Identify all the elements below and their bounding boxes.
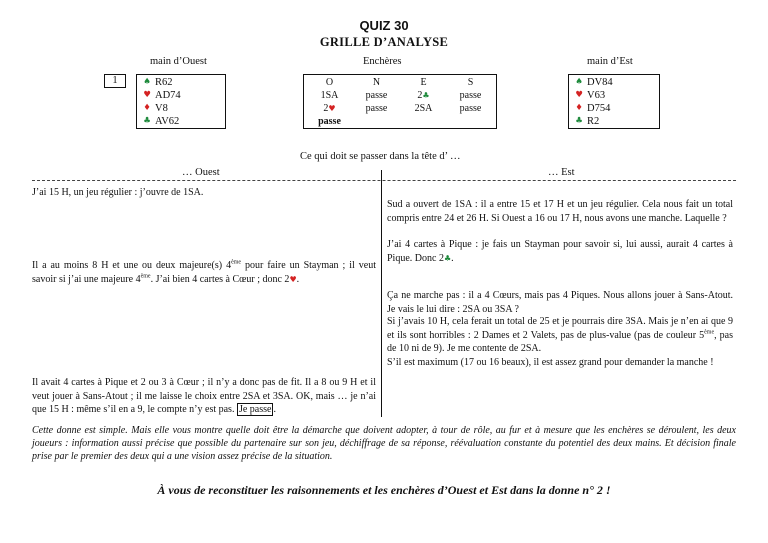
west-spades-row: [139, 76, 225, 89]
west-clubs: AV62: [155, 116, 180, 127]
heart-icon: ♥: [328, 104, 336, 113]
east-diamonds-row: [571, 102, 659, 115]
intro-text: Ce qui doit se passer dans la tête d’ …: [300, 151, 461, 162]
bid-cell: [400, 89, 447, 102]
west-hand-label: main d’Ouest: [150, 56, 207, 67]
east-column-header: … Est: [548, 167, 575, 178]
east-hand-label: main d’Est: [587, 56, 633, 67]
west-diamonds-row: [139, 102, 225, 115]
bid-cell: passe: [365, 103, 388, 114]
bid-cell: passe: [365, 90, 388, 101]
west-hand-box: [136, 74, 226, 129]
east-p2-text: J’ai 4 cartes à Pique : je fais un Stayman pour savoir si, lui aussi, aurait 4 cartes à Pique. Donc 2: [387, 239, 733, 264]
bid-cell: 1SA: [320, 90, 339, 101]
east-clubs: R2: [587, 116, 600, 127]
west-clubs-row: [139, 115, 225, 128]
superscript: ème: [140, 273, 151, 280]
superscript: ème: [704, 329, 715, 336]
east-hand-box: [568, 74, 660, 129]
column-divider: [381, 170, 382, 417]
west-paragraph-3: [32, 376, 376, 417]
header-separator: [32, 180, 736, 181]
analysis-grid-title: GRILLE D’ANALYSE: [319, 35, 449, 49]
heart-icon: ♥: [289, 274, 297, 284]
superscript: ème: [231, 259, 242, 266]
bid-value: 2: [417, 90, 423, 101]
west-diamonds: V8: [155, 103, 168, 114]
west-column-header: … Ouest: [182, 167, 220, 178]
bidding-box: [303, 74, 497, 129]
spade-icon: ♠: [143, 77, 151, 87]
east-hearts: V63: [587, 90, 606, 101]
quiz-title: QUIZ 30: [359, 18, 409, 33]
east-paragraph-1: Sud a ouvert de 1SA : il a entre 15 et 17 H et un jeu régulier. Cela nous fait un total compris entre 24 et 26 H. Si Ouest a 16 ou 17 H, nous avons une manche. Laquelle ?: [387, 199, 733, 224]
heart-icon: ♥: [575, 90, 583, 100]
club-icon: ♣: [422, 91, 430, 100]
west-p2-text: Il a au moins 8 H et une ou deux majeure(s) 4: [32, 260, 232, 271]
diamond-icon: ♦: [575, 103, 583, 113]
west-p2-text: pour faire un Stayman ; il veut savoir si j’ai une majeure 4: [32, 260, 376, 285]
bid-cell: passe: [318, 116, 341, 127]
east-clubs-row: [571, 115, 659, 128]
bidding-table: [306, 76, 494, 128]
bid-cell: [306, 102, 353, 115]
bid-header-east: E: [420, 77, 427, 88]
deal-number: 1: [112, 75, 118, 86]
bid-cell: passe: [459, 103, 482, 114]
club-icon: ♣: [443, 253, 452, 263]
east-spades: DV84: [587, 77, 613, 88]
bidding-label: Enchères: [363, 56, 402, 67]
period: .: [296, 273, 300, 285]
period: .: [451, 252, 454, 264]
east-spades-row: [571, 76, 659, 89]
west-paragraph-2: [32, 259, 376, 286]
bid-header-west: O: [325, 77, 334, 88]
bid-value: 2: [323, 103, 329, 114]
west-hearts: AD74: [155, 90, 181, 101]
east-paragraph-5: S’il est maximum (17 ou 16 beaux), il est assez grand pour demander la manche !: [387, 357, 714, 368]
bid-cell: 2SA: [414, 103, 433, 114]
club-icon: ♣: [143, 116, 151, 126]
deal-number-box: [104, 74, 126, 88]
closing-instruction: À vous de reconstituer les raisonnements et les enchères d’Ouest et Est dans la donne n° 2 !: [157, 483, 611, 497]
bid-header-north: N: [372, 77, 381, 88]
west-p2-text: . J’ai bien 4 cartes à Cœur ; donc 2: [150, 273, 290, 285]
east-p4-text: Si j’avais 10 H, cela ferait un total de 25 et je pourrais dire 3SA. Mais je n’en ai que 9 et ils sont horribles : 2 Dames et 2 Valets, pas de plus-value (pas de couleur 5: [387, 316, 733, 341]
east-paragraph-3: Ça ne marche pas : il a 4 Cœurs, mais pas 4 Piques. Nous allons jouer à Sans-Atout. Je vais le lui dire : 2SA ou 3SA ?: [387, 290, 733, 315]
west-paragraph-1: J’ai 15 H, un jeu régulier : j’ouvre de 1SA.: [32, 187, 204, 198]
east-paragraph-4: [387, 315, 733, 356]
bid-cell: passe: [459, 90, 482, 101]
bid-header-south: S: [467, 77, 474, 88]
spade-icon: ♠: [575, 77, 583, 87]
west-p3-text: Il avait 4 cartes à Pique et 2 ou 3 à Cœur ; il n’y a donc pas de fit. Il a 8 ou 9 H et il veut jouer à Sans-Atout ; il me laisse le choix entre 2SA et 3SA. OK, mais … je n’ai que 15 H : même s’il en a 9, le compte n’y est pas.: [32, 377, 376, 415]
pass-decision-box: Je passe: [238, 404, 272, 415]
east-diamonds: D754: [587, 103, 611, 114]
club-icon: ♣: [575, 116, 583, 126]
heart-icon: ♥: [143, 90, 151, 100]
east-p4-text: , pas de 10 ni de 9). Je me contente de 2SA.: [387, 329, 733, 354]
west-hearts-row: [139, 89, 225, 102]
west-spades: R62: [155, 77, 173, 88]
period: .: [273, 404, 276, 415]
diamond-icon: ♦: [143, 103, 151, 113]
summary-note: Cette donne est simple. Mais elle vous montre quelle doit être la démarche que doivent adopter, à tour de rôle, au fur et à mesure que les enchères se déroulent, les deux joueurs : information aussi précise que possible du partenaire sur son jeu, déchiffrage de sa réponse, réévaluation constante du potentiel des deux mains. Et décision finale prise par le premier des deux qui a une vision assez précise de la situation.: [32, 425, 736, 462]
east-paragraph-2: [387, 238, 733, 265]
east-hearts-row: [571, 89, 659, 102]
